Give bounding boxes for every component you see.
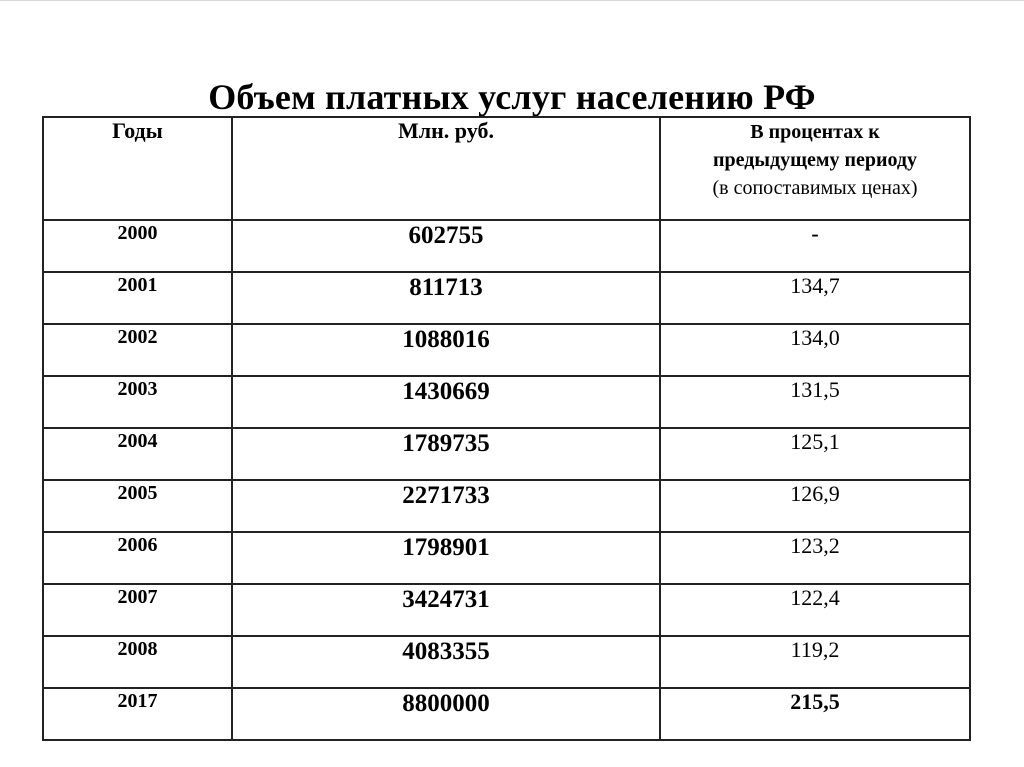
paid-services-table	[42, 116, 971, 741]
percent-cell: -	[660, 220, 970, 272]
table-row	[43, 220, 970, 272]
header-mln-rub: Млн. руб.	[232, 117, 660, 220]
percent-cell: 134,7	[660, 272, 970, 324]
table-row	[43, 688, 970, 740]
header-percent-line1: В процентах к	[750, 121, 880, 143]
year-cell: 2005	[43, 480, 232, 532]
year-cell: 2006	[43, 532, 232, 584]
mln-rub-cell: 1430669	[232, 376, 660, 428]
percent-cell: 134,0	[660, 324, 970, 376]
mln-rub-cell: 602755	[232, 220, 660, 272]
percent-cell: 119,2	[660, 636, 970, 688]
mln-rub-cell: 2271733	[232, 480, 660, 532]
year-cell: 2004	[43, 428, 232, 480]
table-row	[43, 532, 970, 584]
mln-rub-cell: 1798901	[232, 532, 660, 584]
header-percent-line2: предыдущему периоду	[712, 149, 918, 171]
mln-rub-cell: 8800000	[232, 688, 660, 740]
table-row	[43, 376, 970, 428]
percent-cell: 125,1	[660, 428, 970, 480]
header-percent	[660, 117, 970, 220]
table-row	[43, 272, 970, 324]
percent-cell: 126,9	[660, 480, 970, 532]
page-title: Объем платных услуг населению РФ	[208, 77, 816, 117]
year-cell: 2002	[43, 324, 232, 376]
mln-rub-cell: 811713	[232, 272, 660, 324]
table-row	[43, 480, 970, 532]
year-cell: 2003	[43, 376, 232, 428]
year-cell: 2017	[43, 688, 232, 740]
mln-rub-cell: 1088016	[232, 324, 660, 376]
table-header-row	[43, 117, 970, 220]
table-row	[43, 324, 970, 376]
year-cell: 2007	[43, 584, 232, 636]
percent-cell: 122,4	[660, 584, 970, 636]
top-divider	[0, 0, 1024, 1]
percent-cell: 123,2	[660, 532, 970, 584]
table-row	[43, 428, 970, 480]
header-years: Годы	[43, 117, 232, 220]
year-cell: 2008	[43, 636, 232, 688]
year-cell: 2001	[43, 272, 232, 324]
table-row	[43, 636, 970, 688]
percent-cell: 131,5	[660, 376, 970, 428]
year-cell: 2000	[43, 220, 232, 272]
header-percent-line3: (в сопоставимых ценах)	[712, 177, 918, 199]
mln-rub-cell: 1789735	[232, 428, 660, 480]
mln-rub-cell: 4083355	[232, 636, 660, 688]
percent-cell: 215,5	[660, 688, 970, 740]
mln-rub-cell: 3424731	[232, 584, 660, 636]
table-row	[43, 584, 970, 636]
